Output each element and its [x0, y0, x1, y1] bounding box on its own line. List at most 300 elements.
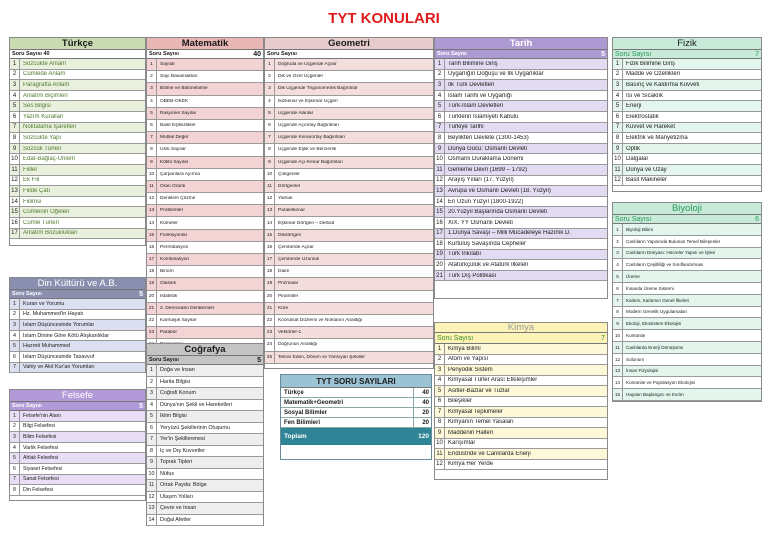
topic-label: Kimyanın Temel Yasaları: [448, 419, 514, 426]
fizik-panel: [612, 37, 762, 192]
topic-label: Üreme: [626, 274, 640, 280]
topic-number: 2: [10, 310, 20, 320]
topic-label: Karışımlar: [448, 440, 476, 447]
matematik-topic-row: [147, 205, 263, 217]
matematik-topic-row: [147, 254, 263, 266]
biyoloji-title: Biyoloji: [613, 203, 761, 215]
kimya-topic-row: [435, 439, 607, 450]
tarih-topic-row: [435, 250, 607, 261]
topic-label: Paragrafta Anlam: [23, 81, 70, 88]
matematik-topic-row: [147, 71, 263, 83]
topic-label: Uygarlığın Doğuşu ve İlk Uygarlıklar: [448, 71, 544, 78]
topic-label: Binom: [160, 269, 174, 275]
soru-row-sosyal: Sosyal Bilimler 20: [281, 408, 431, 418]
biyoloji-topic-row: [613, 366, 761, 378]
matematik-topic-row: [147, 157, 263, 169]
topic-label: Rasyonel Sayılar: [160, 110, 197, 116]
topic-label: Karmaşık Sayılar: [160, 318, 197, 324]
topic-label: Ulaşım Yolları: [160, 493, 193, 500]
biyoloji-topic-row: [613, 283, 761, 295]
topic-label: Solunum: [626, 356, 645, 362]
topic-label: Basınç ve Kaldırma Kuvveti: [626, 81, 700, 88]
topic-number: 19: [435, 250, 445, 260]
kimya-topic-row: [435, 407, 607, 418]
cografya-topic-row: [147, 457, 263, 469]
topic-number: 9: [147, 157, 157, 168]
topic-label: Beylikten Devlete (1300-1453): [448, 134, 529, 141]
topic-label: XIX. YY Osmanlı Devleti: [448, 219, 513, 226]
topic-label: Sayılar: [160, 62, 175, 68]
topic-label: Canlıların Çeşitliliği ve Sınıflandırması: [626, 262, 704, 268]
topic-number: 20: [265, 291, 275, 302]
topic-label: Ahlak Felsefesi: [23, 455, 59, 462]
felsefe-question-count: Soru Sayısı 5: [12, 403, 143, 410]
topic-number: 10: [435, 439, 445, 449]
topic-number: 6: [435, 397, 445, 407]
tarih-question-count: Soru Sayısı 5: [437, 51, 605, 58]
turkce-topic-row: [10, 154, 145, 165]
topic-label: Fiilde Çatı: [23, 187, 51, 194]
topic-label: Problemler: [160, 208, 184, 214]
fizik-topic-row: [613, 144, 761, 155]
cografya-topic-row: [147, 411, 263, 423]
fizik-topic-row: [613, 123, 761, 134]
topic-number: 4: [10, 443, 20, 453]
topic-label: Ortak Payda: Bölge: [160, 482, 207, 489]
geometri-topic-row: [265, 83, 433, 95]
tarih-topic-row: [435, 218, 607, 229]
topic-number: 6: [265, 120, 275, 131]
topic-label: Cümlede Anlam: [23, 71, 66, 78]
topic-number: 18: [147, 266, 157, 277]
topic-number: 22: [147, 315, 157, 326]
topic-label: Kombinasyon: [160, 257, 190, 263]
tarih-topic-row: [435, 112, 607, 123]
topic-label: 2. Dereceden Denklemler: [160, 305, 215, 311]
matematik-topic-row: [147, 108, 263, 120]
tarih-topic-row: [435, 123, 607, 134]
topic-label: Dünya ve Uzay: [626, 166, 667, 173]
biyoloji-question-count: Soru Sayısı 6: [615, 216, 759, 223]
topic-number: 7: [435, 407, 445, 417]
kimya-topic-row: [435, 397, 607, 408]
topic-label: Sözcükte Yapı: [23, 134, 62, 141]
felsefe-title: Felsefe: [10, 390, 145, 402]
topic-number: 2: [10, 422, 20, 432]
topic-number: 17: [435, 229, 445, 239]
topic-label: İslam Düşüncesinde Yorumlar: [23, 321, 95, 328]
topic-number: 11: [435, 449, 445, 459]
topic-number: 5: [147, 108, 157, 119]
turkce-topic-row: [10, 80, 145, 91]
fizik-topic-row: [613, 59, 761, 70]
topic-number: 11: [147, 480, 157, 491]
topic-number: 1: [10, 299, 20, 309]
geometri-topic-row: [265, 352, 433, 364]
topic-number: 6: [10, 352, 20, 362]
topic-label: Çokgenler: [278, 171, 300, 177]
topic-number: 3: [147, 388, 157, 399]
topic-label: OBEB-OKEK: [160, 98, 189, 104]
topic-label: İslam Düşüncesinde Tasavvuf: [23, 353, 95, 360]
geometri-topic-row: [265, 96, 433, 108]
matematik-topic-row: [147, 217, 263, 229]
topic-number: 3: [435, 80, 445, 90]
topic-label: Cümlenin Öğeleri: [23, 209, 70, 216]
geometri-topic-row: [265, 108, 433, 120]
fizik-topic-row: [613, 133, 761, 144]
fizik-question-count: Soru Sayısı 7: [615, 51, 759, 58]
topic-number: 25: [265, 352, 275, 363]
din-panel: [9, 277, 146, 373]
tarih-topic-row: [435, 197, 607, 208]
geometri-topic-row: [265, 71, 433, 83]
topic-label: Dünya'nın Şekli ve Hareketleri: [160, 401, 233, 408]
topic-label: Yer'in Şekillenmesi: [160, 436, 205, 443]
topic-label: Üçgende Açı-Kenar Bağıntıları: [278, 159, 343, 165]
topic-label: İslam Dinine Göre Kötü Alışkanlıklar: [23, 332, 109, 339]
topic-label: Biyoloji Bilimi: [626, 226, 653, 232]
topic-label: Piramitler: [278, 293, 299, 299]
topic-number: 10: [435, 154, 445, 164]
soru-sayilari-title: TYT SORU SAYILARI: [281, 375, 431, 388]
geometri-topic-row: [265, 291, 433, 303]
topic-label: Mutlak Değer: [160, 135, 189, 141]
turkce-topic-row: [10, 91, 145, 102]
felsefe-topic-row: [10, 411, 145, 422]
topic-number: 1: [147, 365, 157, 376]
topic-label: Avrupa ve Osmanlı Devleti (18. Yüzyıl): [448, 187, 551, 194]
topic-label: Dünya Gücü: Osmanlı Devleti: [448, 145, 528, 152]
topic-label: Isı ve Sıcaklık: [626, 92, 664, 99]
topic-label: Anlatım Bozuklukları: [23, 230, 78, 237]
felsefe-panel: [9, 389, 146, 501]
geometri-topic-row: [265, 303, 433, 315]
biyoloji-panel: [612, 202, 762, 402]
turkce-panel: [9, 37, 146, 246]
tarih-topic-row: [435, 80, 607, 91]
topic-label: Türklerin İslamiyeti Kabulü: [448, 113, 519, 120]
fizik-topic-row: [613, 165, 761, 176]
tarih-topic-row: [435, 101, 607, 112]
topic-number: 5: [613, 271, 623, 282]
geometri-topic-row: [265, 144, 433, 156]
topic-number: 14: [147, 217, 157, 228]
topic-number: 22: [265, 315, 275, 326]
topic-number: 21: [435, 271, 445, 281]
turkce-question-count: Soru Sayısı 40: [10, 50, 145, 59]
topic-number: 3: [435, 365, 445, 375]
tarih-topic-row: [435, 91, 607, 102]
topic-label: Elektrostatik: [626, 113, 659, 120]
topic-label: Dik Üçgende Trigonometrik Bağıntılar: [278, 86, 358, 92]
topic-number: 11: [613, 342, 623, 353]
topic-label: Küre: [278, 305, 289, 311]
geometri-topic-row: [265, 266, 433, 278]
topic-number: 6: [10, 112, 20, 122]
tarih-title: Tarih: [435, 38, 607, 50]
tarih-topic-row: [435, 239, 607, 250]
topic-number: 2: [613, 70, 623, 80]
matematik-topic-row: [147, 59, 263, 71]
topic-number: 7: [147, 434, 157, 445]
topic-label: Ek Fiil: [23, 177, 40, 184]
topic-number: 13: [147, 503, 157, 514]
kimya-topic-row: [435, 355, 607, 366]
topic-number: 17: [10, 229, 20, 239]
topic-label: Nüfus: [160, 470, 175, 477]
topic-number: 13: [147, 205, 157, 216]
topic-number: 5: [613, 101, 623, 111]
topic-label: Üçgende Kenarortay Bağıntıları: [278, 135, 346, 141]
topic-label: Dik ve Özel Üçgenler: [278, 74, 324, 80]
biyoloji-topic-row: [613, 318, 761, 330]
geometri-topic-row: [265, 217, 433, 229]
topic-label: Koordinat Düzlemi ve Noktanın Analitiği: [278, 318, 362, 324]
topic-number: 8: [147, 144, 157, 155]
din-question-count: Soru Sayısı 5: [12, 291, 143, 298]
topic-number: 12: [147, 193, 157, 204]
topic-label: Kurtuluş Savaşında Cepheler: [448, 240, 527, 247]
topic-number: 16: [10, 218, 20, 228]
topic-number: 1: [265, 59, 275, 70]
topic-number: 2: [435, 70, 445, 80]
topic-number: 18: [265, 266, 275, 277]
kimya-topic-row: [435, 418, 607, 429]
turkce-topic-row: [10, 207, 145, 218]
topic-number: 5: [10, 101, 20, 111]
fizik-topic-row: [613, 80, 761, 91]
topic-number: 7: [10, 363, 20, 373]
topic-number: 17: [147, 254, 157, 265]
topic-label: Denklem Çözme: [160, 196, 196, 202]
topic-number: 7: [435, 123, 445, 133]
din-topic-row: [10, 299, 145, 310]
matematik-topic-row: [147, 193, 263, 205]
matematik-topic-row: [147, 230, 263, 242]
topic-label: Kimyasal Tepkimeler: [448, 408, 503, 415]
topic-number: 5: [265, 108, 275, 119]
topic-label: Türkiye Tarihi: [448, 124, 484, 131]
kimya-topic-row: [435, 365, 607, 376]
topic-number: 1: [10, 59, 20, 69]
topic-number: 6: [147, 120, 157, 131]
cografya-topic-row: [147, 400, 263, 412]
tarih-topic-row: [435, 207, 607, 218]
topic-number: 7: [147, 132, 157, 143]
topic-label: Paralelkenar: [278, 208, 305, 214]
topic-number: 13: [435, 186, 445, 196]
topic-number: 16: [265, 242, 275, 253]
biyoloji-topic-row: [613, 330, 761, 342]
fizik-topic-row: [613, 101, 761, 112]
topic-number: 8: [613, 133, 623, 143]
kimya-topic-row: [435, 386, 607, 397]
topic-number: 4: [10, 331, 20, 341]
turkce-topic-row: [10, 165, 145, 176]
topic-number: 13: [265, 205, 275, 216]
cografya-topic-row: [147, 469, 263, 481]
topic-label: Prizmalar: [278, 281, 299, 287]
topic-number: 18: [435, 239, 445, 249]
cografya-topic-row: [147, 388, 263, 400]
turkce-topic-row: [10, 144, 145, 155]
topic-label: Dalgalar: [626, 156, 649, 163]
topic-label: Çemberde Açılar: [278, 244, 314, 250]
topic-label: Atatürkçülük ve Atatürk İlkeleri: [448, 262, 529, 269]
topic-number: 16: [147, 242, 157, 253]
geometri-topic-row: [265, 157, 433, 169]
topic-label: Bilim Felsefesi: [23, 433, 57, 440]
tarih-topic-row: [435, 165, 607, 176]
biyoloji-topic-row: [613, 236, 761, 248]
topic-number: 14: [265, 217, 275, 228]
din-topic-row: [10, 320, 145, 331]
soru-row-turkce: Türkçe 40: [281, 388, 431, 398]
topic-label: Vahiy ve Akıl Kur'an Yorumları: [23, 364, 95, 371]
topic-label: Çarpanlara Ayırma: [160, 171, 200, 177]
matematik-topic-row: [147, 303, 263, 315]
tarih-topic-row: [435, 133, 607, 144]
topic-number: 24: [265, 339, 275, 350]
topic-number: 1: [435, 344, 445, 354]
geometri-panel: [264, 37, 434, 369]
topic-label: Anlatım Biçimleri: [23, 92, 68, 99]
topic-label: Üslü Sayılar: [160, 147, 186, 153]
topic-label: Varlık Felsefesi: [23, 444, 59, 451]
topic-number: 3: [10, 432, 20, 442]
topic-label: Arayış Yılları (17. Yüzyıl): [448, 177, 514, 184]
topic-number: 7: [265, 132, 275, 143]
topic-label: Bölme ve Bölünebilme: [160, 86, 208, 92]
turkce-topic-row: [10, 176, 145, 187]
topic-number: 1: [613, 224, 623, 235]
topic-label: Kimya Her Yerde: [448, 461, 494, 468]
topic-label: Yamuk: [278, 196, 293, 202]
topic-number: 23: [147, 327, 157, 338]
topic-label: Kalıtım, Kalıtımın Genel İlkeleri: [626, 297, 690, 303]
topic-number: 16: [435, 218, 445, 228]
topic-label: Yeryüzü Şekillerinin Oluşumu: [160, 424, 230, 431]
topic-label: Hz. Muhammed'in Hayatı: [23, 311, 84, 318]
topic-label: Fiilimsi: [23, 198, 42, 205]
topic-number: 9: [613, 318, 623, 329]
biyoloji-topic-row: [613, 389, 761, 401]
topic-number: 19: [265, 278, 275, 289]
turkce-topic-row: [10, 59, 145, 70]
matematik-topic-row: [147, 242, 263, 254]
biyoloji-topic-row: [613, 224, 761, 236]
topic-number: 12: [435, 176, 445, 186]
topic-number: 9: [10, 144, 20, 154]
topic-label: Hazreti Muhammed: [23, 343, 71, 350]
matematik-topic-row: [147, 278, 263, 290]
topic-label: Gerileme Devri (1699 – 1792): [448, 166, 528, 173]
felsefe-topic-row: [10, 485, 145, 496]
topic-label: Üçgende Eşlik ve Benzerlik: [278, 147, 337, 153]
topic-label: Vektörler-1: [278, 330, 302, 336]
cografya-topic-row: [147, 515, 263, 527]
topic-number: 12: [265, 193, 275, 204]
topic-label: Üçgende Alanlar: [278, 110, 314, 116]
topic-label: Fiiller: [23, 166, 38, 173]
topic-number: 12: [10, 176, 20, 186]
cografya-topic-row: [147, 492, 263, 504]
topic-label: Daire: [278, 269, 290, 275]
topic-label: Endüstride ve Canlılarda Enerji: [448, 450, 531, 457]
topic-label: Sözcük Türleri: [23, 145, 62, 152]
matematik-question-count: Soru Sayısı 40: [149, 51, 261, 58]
cografya-title: Coğrafya: [147, 344, 263, 356]
turkce-topic-row: [10, 112, 145, 123]
biyoloji-topic-row: [613, 248, 761, 260]
geometri-topic-row: [265, 193, 433, 205]
topic-label: Komünite ve Popülasyon Ekolojisi: [626, 380, 695, 386]
topic-number: 2: [435, 355, 445, 365]
matematik-topic-row: [147, 83, 263, 95]
topic-number: 11: [265, 181, 275, 192]
topic-label: Harita Bilgisi: [160, 378, 190, 385]
topic-label: Canlıların Dünyası: Hücreler Yapısı ve İşlevi: [626, 250, 716, 256]
geometri-topic-row: [265, 315, 433, 327]
topic-number: 9: [265, 157, 275, 168]
topic-number: 21: [147, 303, 157, 314]
topic-label: Din Felsefesi: [23, 486, 53, 493]
tarih-topic-row: [435, 176, 607, 187]
topic-label: Doğrunun Analitiği: [278, 342, 317, 348]
biyoloji-topic-row: [613, 307, 761, 319]
topic-number: 4: [265, 96, 275, 107]
topic-number: 15: [613, 389, 623, 400]
topic-label: Madde ve Özellikleri: [626, 71, 681, 78]
topic-label: Periyodik Sistem: [448, 366, 493, 373]
topic-label: Coğrafi Konum: [160, 390, 196, 397]
topic-number: 4: [147, 96, 157, 107]
topic-number: 3: [265, 83, 275, 94]
topic-number: 4: [10, 91, 20, 101]
topic-label: İklim Bilgisi: [160, 413, 187, 420]
topic-number: 14: [147, 515, 157, 526]
topic-number: 6: [147, 423, 157, 434]
kimya-title: Kimya: [435, 323, 607, 333]
topic-number: 13: [613, 366, 623, 377]
topic-number: 21: [265, 303, 275, 314]
topic-number: 8: [435, 133, 445, 143]
topic-number: 20: [147, 291, 157, 302]
matematik-panel: [146, 37, 264, 357]
topic-number: 9: [147, 457, 157, 468]
topic-label: Noktalama İşaretleri: [23, 124, 77, 131]
topic-number: 4: [613, 259, 623, 270]
topic-number: 15: [10, 207, 20, 217]
topic-number: 6: [613, 283, 623, 294]
topic-number: 2: [147, 377, 157, 388]
topic-label: Dörtgenler: [278, 183, 301, 189]
biyoloji-topic-row: [613, 271, 761, 283]
topic-number: 12: [613, 354, 623, 365]
cografya-topic-row: [147, 365, 263, 377]
tarih-topic-row: [435, 229, 607, 240]
matematik-topic-row: [147, 266, 263, 278]
topic-label: Felsefe'nin Alanı: [23, 412, 61, 419]
topic-label: Dikdörtgen: [278, 232, 302, 238]
topic-label: Kuvvet ve Hareket: [626, 124, 676, 131]
kimya-topic-row: [435, 376, 607, 387]
turkce-title: Türkçe: [10, 38, 145, 50]
topic-number: 12: [147, 492, 157, 503]
matematik-topic-row: [147, 327, 263, 339]
tarih-topic-row: [435, 271, 607, 282]
